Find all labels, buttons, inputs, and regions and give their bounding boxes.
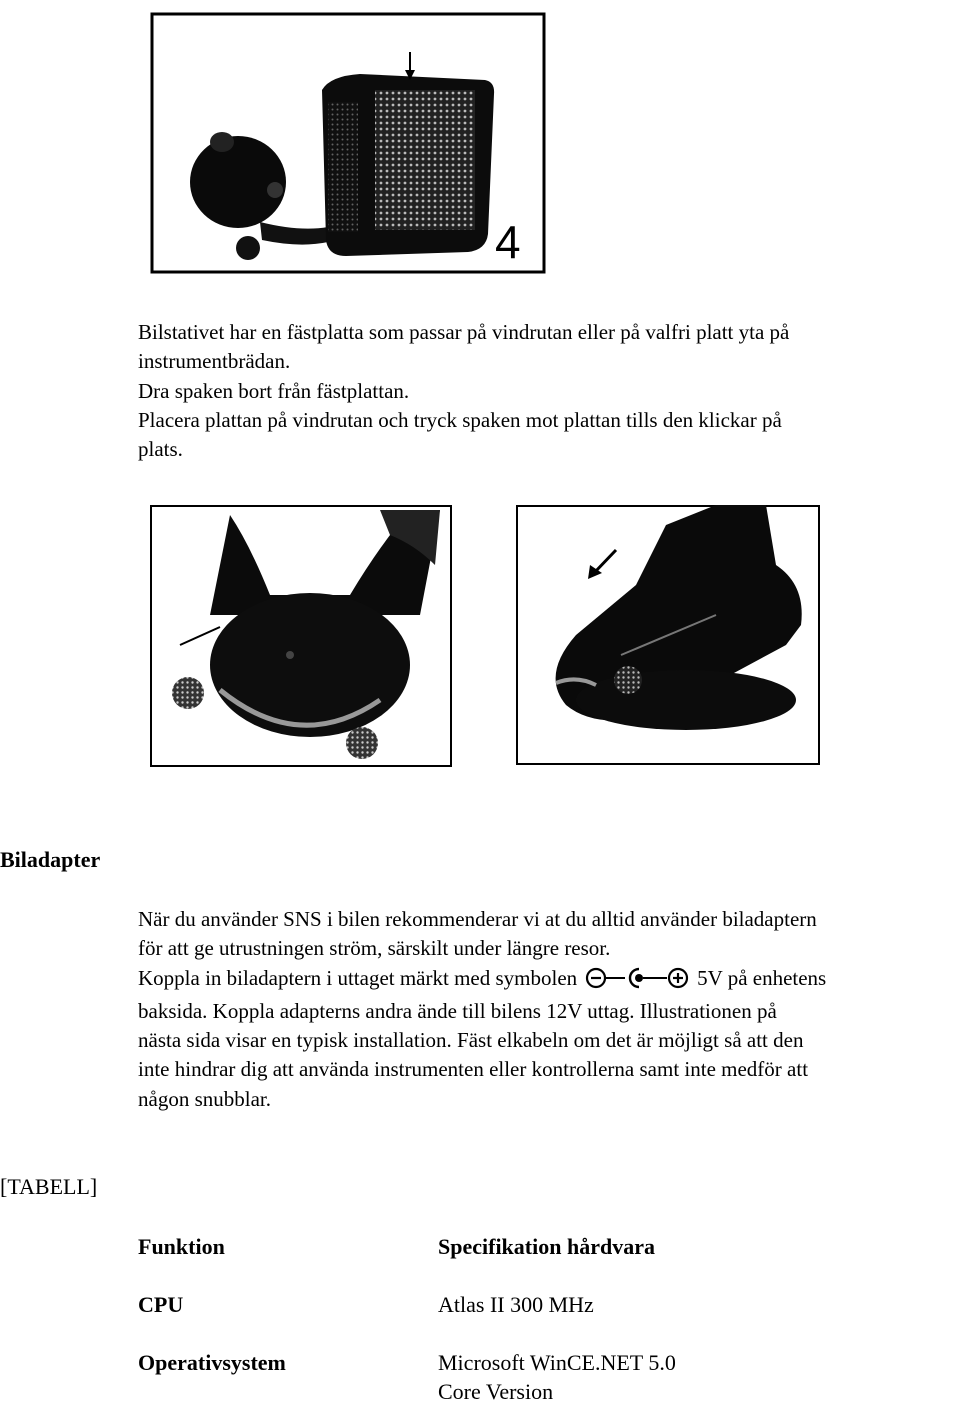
paragraph-line: nästa sida visar en typisk installation. Fäst elkabeln om det är möjligt så att den [138, 1028, 804, 1053]
instruction-line: Bilstativet har en fästplatta som passar på vindrutan eller på valfri platt yta på [138, 320, 790, 344]
table-row-value-cpu: Atlas II 300 MHz [438, 1292, 594, 1317]
table-row-label-cpu: CPU [138, 1292, 184, 1317]
table-row-value-os: Microsoft WinCE.NET 5.0 [438, 1350, 676, 1375]
table-header-spec: Specifikation hårdvara [438, 1234, 655, 1259]
lever-illustration [516, 505, 820, 765]
instruction-line: instrumentbrädan. [138, 349, 291, 374]
instruction-line: Placera plattan på vindrutan och tryck spaken mot plattan tills den klickar på [138, 407, 782, 432]
paragraph-line: någon snubblar. [138, 1086, 271, 1111]
suction-cup-illustration [150, 505, 452, 767]
table-header-function: Funktion [138, 1234, 225, 1259]
suction-cup-figure-right [516, 505, 820, 765]
instruction-line: Dra spaken bort från fästplattan. [138, 378, 410, 403]
biladapter-paragraph [138, 905, 948, 1114]
table-row-value-os-cont: Core Version [438, 1379, 554, 1404]
paragraph-text: 5V på enhetens [697, 965, 827, 990]
section-heading: Biladapter [0, 847, 101, 872]
mount-instructions [138, 318, 948, 464]
mount-illustration [150, 12, 546, 274]
table-row-label-os: Operativsystem [138, 1350, 286, 1375]
step-number: 4 [495, 216, 521, 268]
paragraph-line: för att ge utrustningen ström, särskilt under längre resor. [138, 936, 611, 961]
dc-polarity-symbol-icon [585, 967, 691, 997]
mount-figure-step-4 [150, 12, 546, 274]
paragraph-line: baksida. Koppla adapterns andra ände till bilens 12V uttag. Illustrationen på [138, 998, 777, 1023]
instruction-line: plats. [138, 437, 183, 462]
paragraph-line: inte hindrar dig att använda instrumenten eller kontrollerna samt inte medför att [138, 1057, 809, 1082]
paragraph-line: När du använder SNS i bilen rekommenderar vi at du alltid använder biladaptern [138, 907, 817, 931]
table-marker: [TABELL] [0, 1174, 98, 1199]
paragraph-text: Koppla in biladaptern i uttaget märkt med symbolen [138, 965, 578, 990]
paragraph-line [138, 964, 948, 997]
suction-cup-figure-left [150, 505, 452, 767]
